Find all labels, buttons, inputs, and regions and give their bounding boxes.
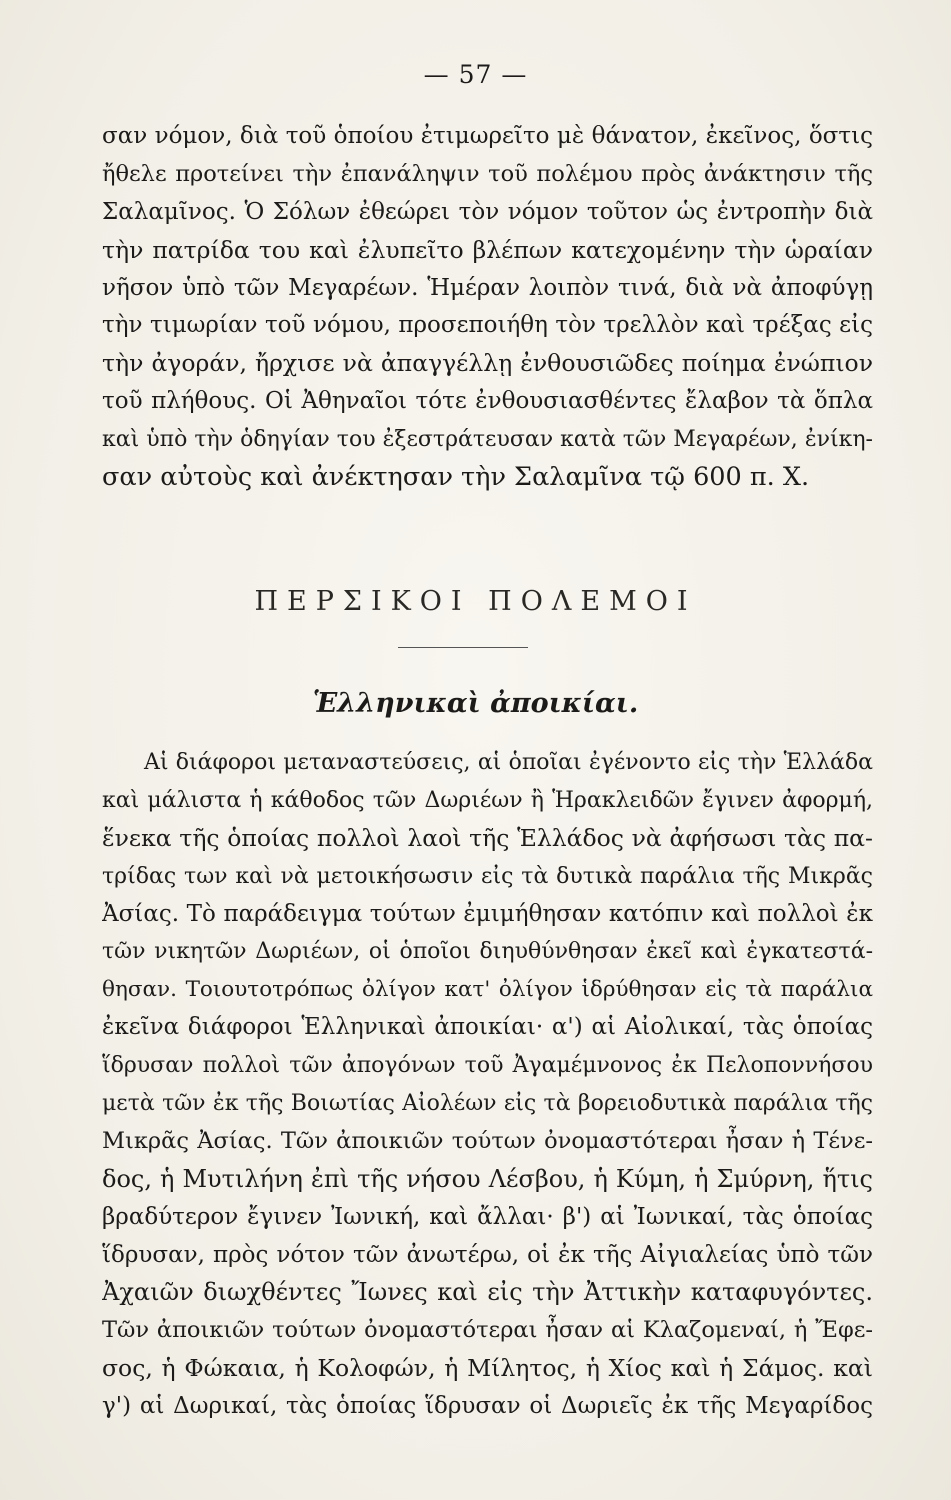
text-line: ἐκεῖνα διάφοροι Ἑλληνικαὶ ἀποικίαι· α') αἱ Αἰολικαί, τὰς ὁποίας <box>102 1014 873 1041</box>
text-line: τὴν ἀγοράν, ἤρχισε νὰ ἀπαγγέλλῃ ἐνθουσιῶδες ποίημα ἐνώπιον <box>102 349 873 378</box>
text-line: ἵδρυσαν πολλοὶ τῶν ἀπογόνων τοῦ Ἀγαμέμνονος ἐκ Πελοποννήσου <box>102 1053 873 1079</box>
section-title: ΠΕΡΣΙΚΟΙ ΠΟΛΕΜΟΙ <box>254 586 697 617</box>
text-line: καὶ μάλιστα ἡ κάθοδος τῶν Δωριέων ἢ Ἡρακλειδῶν ἔγινεν ἀφορμή, <box>102 787 873 813</box>
text-line: σος, ἡ Φώκαια, ἡ Κολοφών, ἡ Μίλητος, ἡ Χίος καὶ ἡ Σάμος. καὶ <box>102 1354 873 1383</box>
text-line: τοῦ πλήθους. Οἱ Ἀθηναῖοι τότε ἐνθουσιασθέντες ἔλαβον τὰ ὅπλα <box>102 388 873 415</box>
text-line: τὴν πατρίδα του καὶ ἐλυπεῖτο βλέπων κατεχομένην τὴν ὡραίαν <box>102 235 873 264</box>
text-line: Ἀχαιῶν διωχθέντες Ἴωνες καὶ εἰς τὴν Ἀττικὴν καταφυγόντες. <box>102 1278 873 1307</box>
text-line: μετὰ τῶν ἐκ τῆς Βοιωτίας Αἰολέων εἰς τὰ βορειοδυτικὰ παράλια τῆς <box>102 1091 873 1117</box>
text-line: τῶν νικητῶν Δωριέων, οἱ ὁποῖοι διηυθύνθησαν ἐκεῖ καὶ ἐγκατεστά- <box>102 939 873 965</box>
text-line: Αἱ διάφοροι μεταναστεύσεις, αἱ ὁποῖαι ἐγένοντο εἰς τὴν Ἑλλάδα <box>144 750 873 775</box>
page-number: — 57 — <box>423 60 528 89</box>
text-line: θησαν. Τοιουτοτρόπως ὀλίγον κατ' ὀλίγον ἱδρύθησαν εἰς τὰ παράλια <box>102 977 873 1003</box>
text-line: ἤθελε προτείνει τὴν ἐπανάληψιν τοῦ πολέμου πρὸς ἀνάκτησιν τῆς <box>102 160 873 187</box>
text-line: σαν αὐτοὺς καὶ ἀνέκτησαν τὴν Σαλαμῖνα τῷ 600 π. Χ. <box>102 462 810 493</box>
text-line: Ἀσίας. Τὸ παράδειγμα τούτων ἐμιμήθησαν κατόπιν καὶ πολλοὶ ἐκ <box>102 900 873 927</box>
text-line: ἕνεκα τῆς ὁποίας πολλοὶ λαοὶ τῆς Ἑλλάδος νὰ ἀφήσωσι τὰς πα- <box>102 823 873 852</box>
text-line: Μικρᾶς Ἀσίας. Τῶν ἀποικιῶν τούτων ὀνομαστότεραι ἦσαν ἡ Τένε- <box>102 1127 873 1154</box>
text-line: δος, ἡ Μυτιλήνη ἐπὶ τῆς νήσου Λέσβου, ἡ Κύμη, ἡ Σμύρνη, ἥτις <box>102 1164 873 1193</box>
text-line: νῆσον ὑπὸ τῶν Μεγαρέων. Ἡμέραν λοιπὸν τινά, διὰ νὰ ἀποφύγῃ <box>102 274 873 301</box>
text-line: τὴν τιμωρίαν τοῦ νόμου, προσεποιήθη τὸν τρελλὸν καὶ τρέξας εἰς <box>102 312 873 339</box>
text-line: τρίδας των καὶ νὰ μετοικήσωσιν εἰς τὰ δυτικὰ παράλια τῆς Μικρᾶς <box>102 863 873 889</box>
paragraph-colonies <box>102 744 873 1426</box>
section-subtitle: Ἑλληνικαὶ ἀποικίαι. <box>312 688 639 719</box>
text-line: ἵδρυσαν, πρὸς νότον τῶν ἀνωτέρω, οἱ ἐκ τῆς Αἰγιαλείας ὑπὸ τῶν <box>102 1241 873 1268</box>
title-divider <box>398 647 528 648</box>
text-line: Τῶν ἀποικιῶν τούτων ὀνομαστότεραι ἦσαν αἱ Κλαζομεναί, ἡ Ἔφε- <box>102 1317 873 1344</box>
text-line: καὶ ὑπὸ τὴν ὁδηγίαν του ἐξεστράτευσαν κατὰ τῶν Μεγαρέων, ἐνίκη- <box>102 427 873 453</box>
text-line: σαν νόμον, διὰ τοῦ ὁποίου ἐτιμωρεῖτο μὲ θάνατον, ἐκεῖνος, ὅστις <box>102 123 873 149</box>
text-line: Σαλαμῖνος. Ὁ Σόλων ἐθεώρει τὸν νόμον τοῦτον ὡς ἐντροπὴν διὰ <box>102 198 873 225</box>
text-line: γ') αἱ Δωρικαί, τὰς ὁποίας ἵδρυσαν οἱ Δωριεῖς ἐκ τῆς Μεγαρίδος <box>102 1393 873 1420</box>
paragraph-solon <box>102 118 873 497</box>
text-line: βραδύτερον ἔγινεν Ἰωνική, καὶ ἄλλαι· β') αἱ Ἰωνικαί, τὰς ὁποίας <box>102 1203 873 1230</box>
